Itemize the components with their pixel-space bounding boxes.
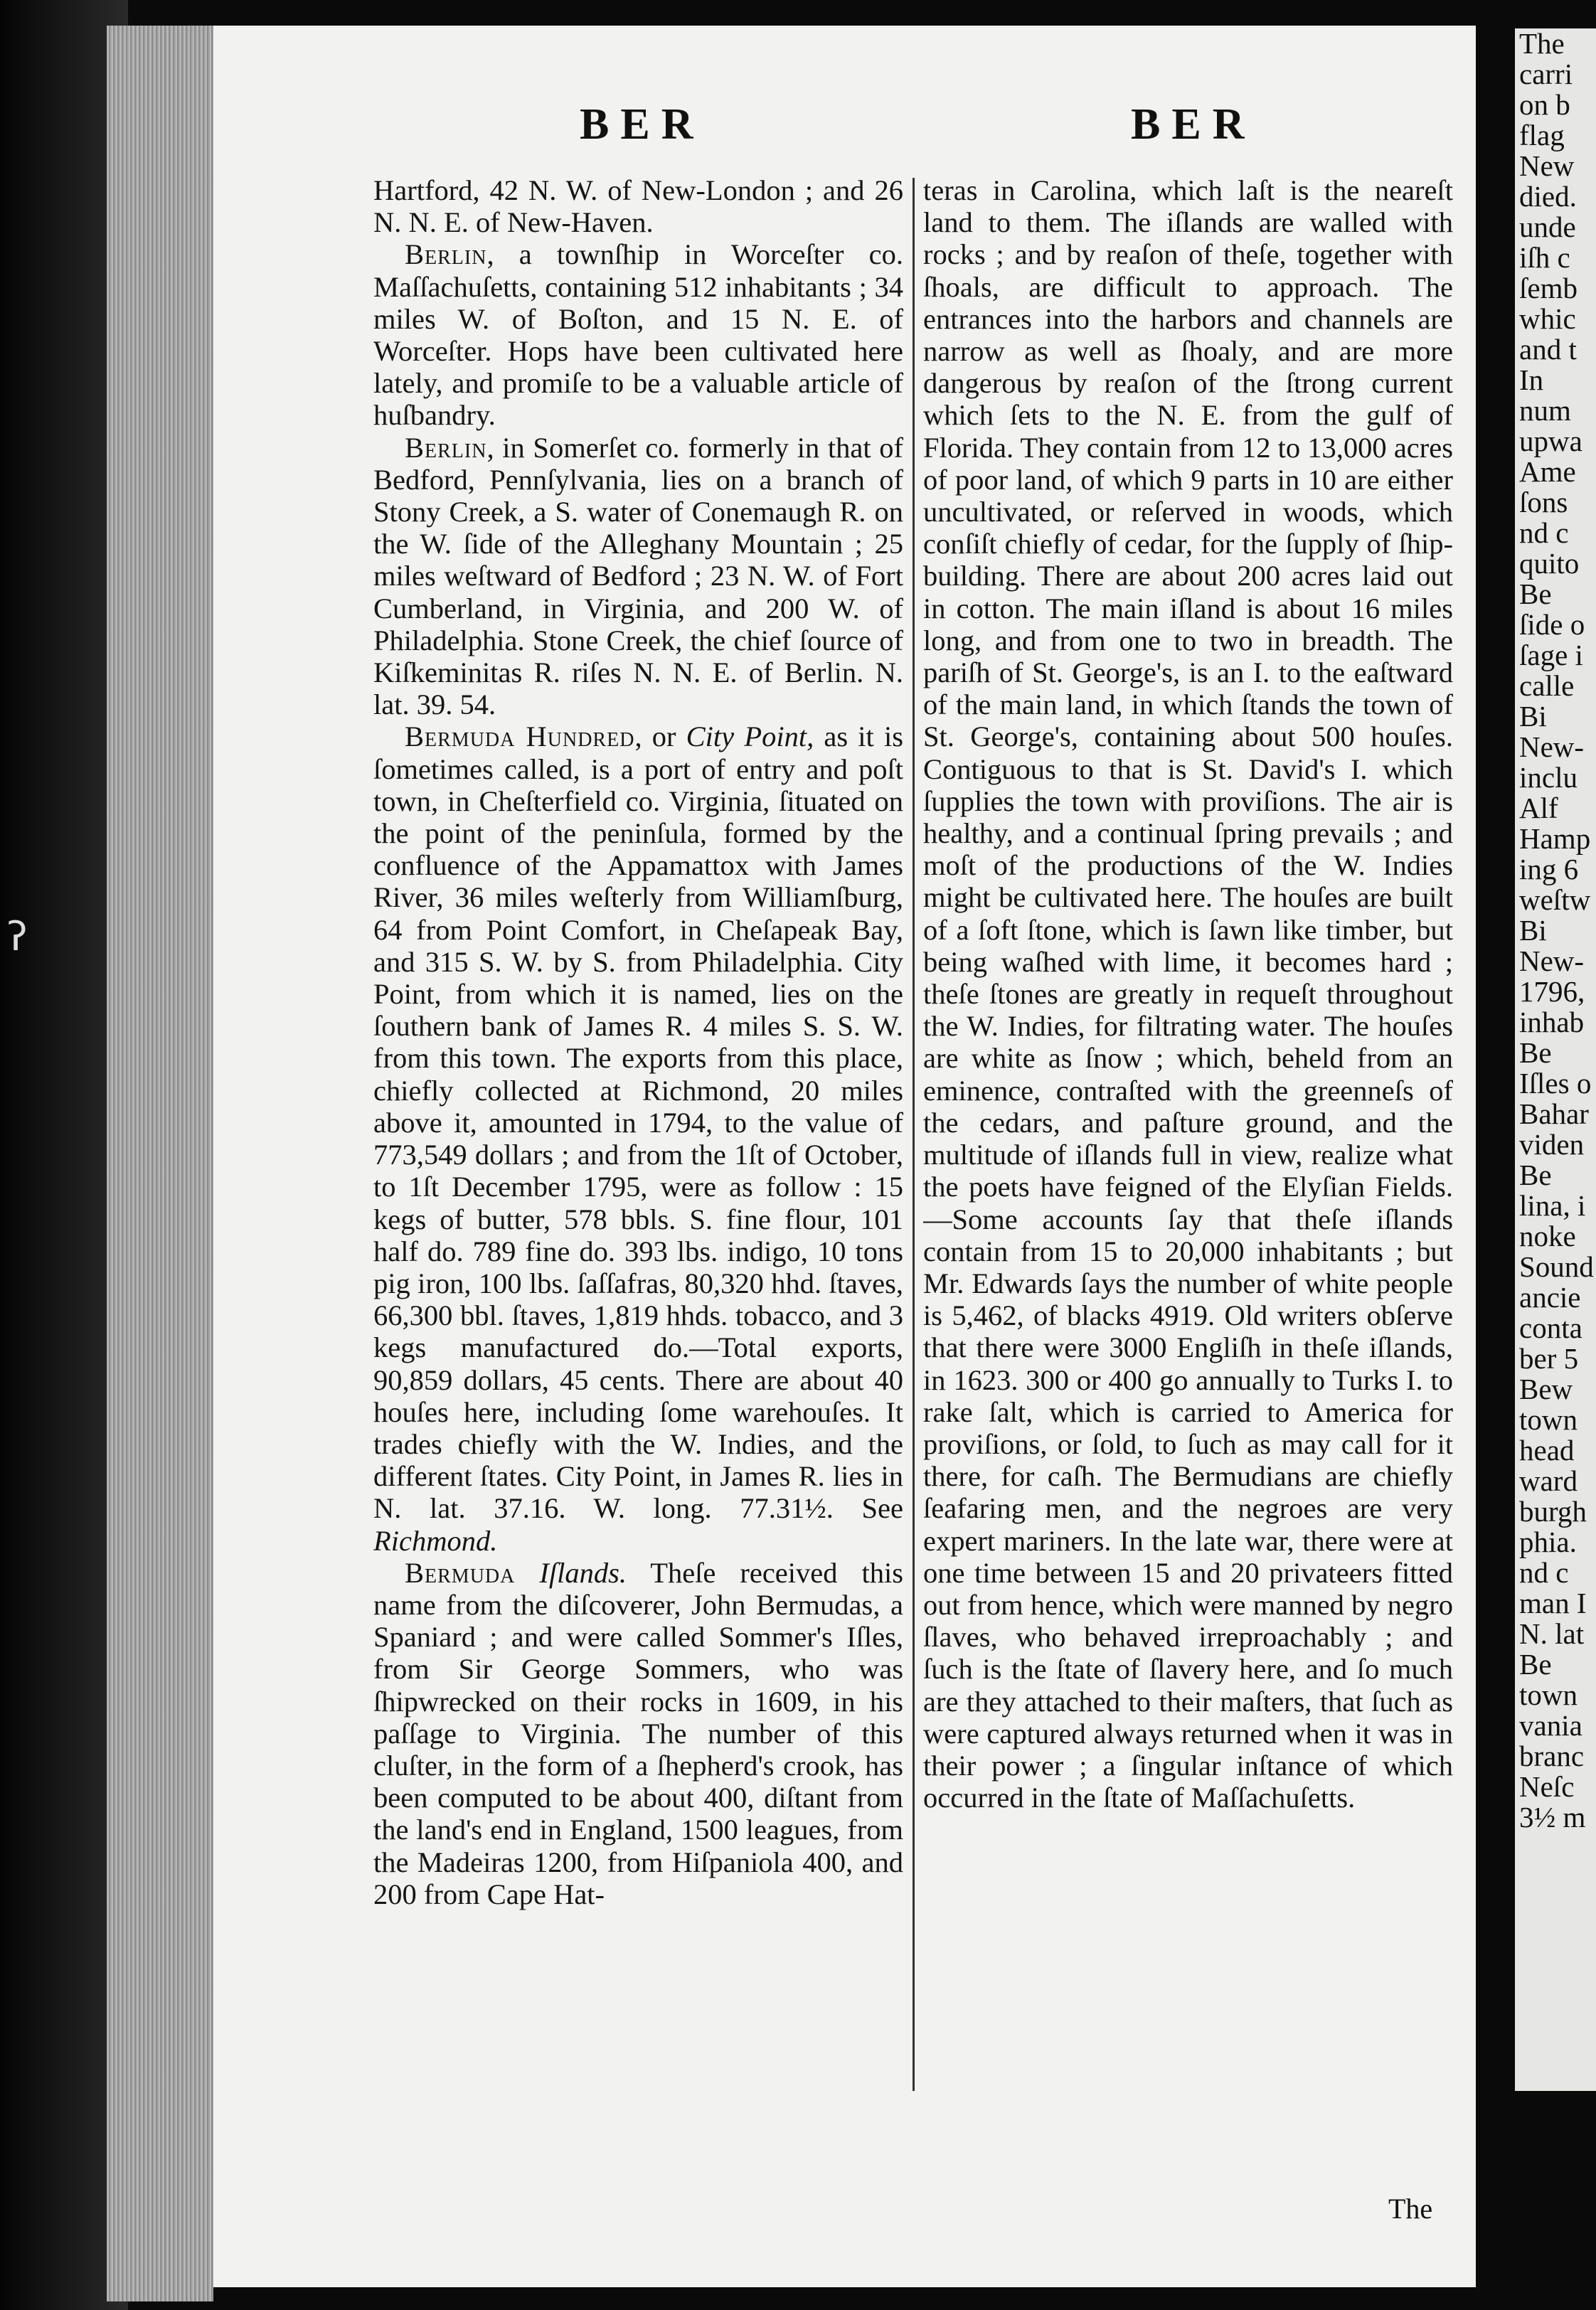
next-page-fragment: ing 6 [1519, 853, 1579, 885]
entry-fragment: Hartford, 42 N. W. of New-London ; and 26 N. N. E. of New-Haven. [373, 174, 903, 239]
entry-berlin-somerset [373, 432, 903, 721]
next-page-fragment: town [1519, 1403, 1578, 1436]
entry-text: , in Somerſet co. formerly in that of Bedford, Pennſylvania, lies on a branch of Stony Creek, a S. water of Conemaugh R. on the W. ſide of the Alleghany Mountain ; 25 miles weſtward of Bedford ; 23 N. W. of Fort Cumberland, in Virginia, and 200 W. of Philadelphia. Stone Creek, the chief ſource of Kiſkeminitas R. riſes N. N. E. of Berlin. N. lat. 39. 54. [373, 431, 903, 721]
next-page-fragment: conta [1519, 1311, 1582, 1344]
next-page-fragment: Iſles o [1519, 1067, 1592, 1100]
next-page-fragment: inclu [1519, 761, 1578, 794]
entry-italic: Richmond. [373, 1524, 498, 1557]
entry-text: , or [634, 720, 686, 753]
next-page-fragment: upwa [1519, 425, 1582, 457]
next-page-fragment: nd c [1519, 1556, 1569, 1589]
next-page-fragment: whic [1519, 302, 1576, 335]
running-head-left: BER [580, 100, 705, 149]
next-page-fragment: Be [1519, 578, 1552, 610]
next-page-fragment: branc [1519, 1740, 1585, 1772]
entry-berlin-worcester [373, 238, 903, 431]
next-page-fragment: ſage i [1519, 639, 1583, 671]
page-edges [107, 26, 213, 2301]
entry-text: , a townſhip in Worceſter co. Maſſachuſetts, containing 512 inhabitants ; 34 miles W. of Boſton, and 15 N. E. of Worceſter. Hops have been cultivated here lately, and promiſe to be a valuable article of huſbandry. [373, 238, 903, 432]
next-page-fragment: In [1519, 363, 1544, 396]
column-right-text: teras in Carolina, which laſt is the neareſt land to them. The iſlands are walled with rocks ; and by reaſon of theſe, together with ſhoals, are difficult to approach. The entrances into the harbors and channels are narrow as well as ſhoaly, and are more dangerous by reaſon of the ſtrong current which ſets to the N. E. from the gulf of Florida. They contain from 12 to 13,000 acres of poor land, of which 9 parts in 10 are either uncultivated, or reſerved in woods, which conſiſt chiefly of cedar, for the ſupply of ſhip-building. There are about 200 acres laid out in cotton. The main iſland is about 16 miles long, and from one to two in breadth. The pariſh of St. George's, is an I. to the eaſtward of the main land, in which ſtands the town of St. George's, containing about 500 houſes. Contiguous to that is St. David's I. which ſupplies the town with proviſions. The air is healthy, and a continual ſpring prevails ; and moſt of the productions of the W. Indies might be cultivated here. The houſes are built of a ſoft ſtone, which is ſawn like timber, but being waſhed with lime, it becomes hard ; theſe ſtones are greatly in requeſt throughout the W. Indies, for filtrating water. The houſes are white as ſnow ; which, beheld from an eminence, contraſted with the greenneſs of the cedars, and paſture ground, and the multitude of iſlands full in view, realize what the poets have feigned of the Elyſian Fields.—Some accounts ſay that theſe iſlands contain from 15 to 20,000 inhabitants ; but Mr. Edwards ſays the number of white people is 5,462, of blacks 4919. Old writers obſerve that there were 3000 Engliſh in theſe iſlands, in 1623. 300 or 400 go annually to Turks I. to rake ſalt, which is carried to America for proviſions, or ſold, to ſuch as may call for it there, for caſh. The Bermudians are chiefly ſeafaring men, and the negroes are very expert mariners. In the late war, there were at one time between 15 and 20 privateers fitted out from hence, which were manned by negro ſlaves, who behaved irreproachably ; and ſuch is the ſtate of ſlavery here, and ſo much are they attached to their maſters, that ſuch as were captured always returned when it was in their power ; a ſingular inſtance of which occurred in the ſtate of Maſſachuſetts. [923, 174, 1453, 1814]
next-page-fragment: Alf [1519, 792, 1558, 824]
next-page-fragment: flag [1519, 119, 1565, 151]
next-page-fragment: New [1519, 149, 1575, 182]
next-page-fragment: town [1519, 1678, 1578, 1711]
next-page-fragment: num [1519, 394, 1571, 427]
next-page-fragment: ſide o [1519, 608, 1585, 641]
entry-text: as it is ſometimes called, is a port of entry and poſt town, in Cheſterfield co. Virginia, ſituated on the point of the peninſula, formed by the confluence of the Appamattox with James River, 36 miles weſterly from Williamſburg, 64 from Point Comfort, in Cheſapeak Bay, and 315 S. W. by S. from Philadelphia. City Point, from which it is named, lies on the ſouthern bank of James R. 4 miles S. S. W. from this town. The exports from this place, chiefly collected at Richmond, 20 miles above it, amounted in 1794, to the value of 773,549 dollars ; and from the 1ſt of October, to 1ſt December 1795, were as follow : 15 kegs of butter, 578 bbls. S. fine flour, 101 half do. 789 fine do. 393 lbs. indigo, 10 tons pig iron, 100 lbs. ſaſſafras, 80,320 hhd. ſtaves, 66,300 bbl. ſtaves, 1,819 hhds. tobacco, and 3 kegs manufactured do.—Total exports, 90,859 dollars, 45 cents. There are about 40 houſes here, including ſome warehouſes. It trades chiefly with the W. Indies, and the different ſtates. City Point, in James R. lies in N. lat. 37.16. W. long. 77.31½. See [373, 720, 903, 1525]
entry-head: Berlin [405, 431, 487, 464]
entry-italic: Iſlands. [515, 1556, 627, 1589]
next-page-fragment: Ame [1519, 455, 1576, 488]
next-page-fragment: ber 5 [1519, 1342, 1579, 1375]
next-page-fragment: iſh c [1519, 241, 1570, 274]
next-page-fragment: Sound [1519, 1250, 1594, 1283]
next-page-fragment: head [1519, 1434, 1575, 1467]
next-page-edge [1515, 28, 1596, 2091]
next-page-fragment: The [1519, 28, 1565, 60]
next-page-fragment: Bahar [1519, 1097, 1589, 1130]
next-page-fragment: quito [1519, 547, 1580, 580]
next-page-fragment: died. [1519, 180, 1577, 213]
next-page-fragment: unde [1519, 211, 1576, 243]
next-page-fragment: lina, i [1519, 1189, 1586, 1222]
entry-text: Theſe received this name from the diſcoverer, John Bermudas, a Spaniard ; and were called Sommer's Iſles, from Sir George Sommers, who was ſhipwrecked on their rocks in 1609, in his paſſage to Virginia. The number of this cluſter, in the form of a ſhepherd's crook, has been computed to be about 400, diſtant from the land's end in England, 1500 leagues, from the Madeiras 1200, from Hiſpaniola 400, and 200 from Cape Hat- [373, 1556, 903, 1910]
next-page-fragment: Bi [1519, 914, 1547, 947]
next-page-fragment: man I [1519, 1587, 1587, 1619]
next-page-fragment: New- [1519, 944, 1585, 977]
next-page-fragment: noke [1519, 1220, 1576, 1252]
next-page-fragment: Bew [1519, 1373, 1573, 1405]
entry-italic: City Point, [686, 720, 814, 753]
entry-head: Bermuda Hundred [405, 720, 635, 753]
entry-bermuda-islands [373, 1557, 903, 1910]
next-page-fragment: ward [1519, 1464, 1578, 1497]
next-page-fragment: and t [1519, 333, 1577, 366]
next-page-fragment: Neſc [1519, 1770, 1575, 1803]
next-page-fragment: vania [1519, 1709, 1582, 1742]
next-page-fragment: inhab [1519, 1006, 1585, 1038]
next-page-fragment: ancie [1519, 1281, 1581, 1314]
column-rule [913, 178, 915, 2091]
next-page-fragment: ſemb [1519, 272, 1578, 304]
next-page-fragment: burgh [1519, 1495, 1587, 1528]
running-head-right: BER [1131, 100, 1256, 149]
column-left [373, 174, 903, 2173]
next-page-fragment: on b [1519, 88, 1570, 121]
next-page-fragment: N. lat [1519, 1617, 1585, 1650]
entry-head: Berlin [405, 238, 487, 271]
next-page-fragment: Hamp [1519, 822, 1591, 855]
column-right [923, 174, 1453, 2173]
next-page-fragment: viden [1519, 1128, 1585, 1161]
next-page-fragment: weſtw [1519, 883, 1591, 916]
next-page-fragment: 1796, [1519, 975, 1585, 1008]
next-page-fragment: ſons [1519, 486, 1568, 518]
next-page-fragment: Be [1519, 1036, 1552, 1069]
next-page-fragment: phia. [1519, 1526, 1577, 1558]
next-page-fragment: calle [1519, 669, 1575, 702]
next-page-fragment: nd c [1519, 516, 1569, 549]
entry-bermuda-hundred [373, 720, 903, 1556]
next-page-fragment: Be [1519, 1159, 1552, 1191]
next-page-fragment: carri [1519, 58, 1573, 90]
next-page-fragment: Bi [1519, 700, 1547, 733]
next-page-fragment: New- [1519, 730, 1585, 763]
catchword: The [1388, 2193, 1433, 2225]
next-page-fragment: 3½ m [1519, 1801, 1586, 1833]
entry-head: Bermuda [405, 1556, 516, 1589]
margin-mark: ʔ [7, 914, 28, 960]
next-page-fragment: Be [1519, 1648, 1552, 1681]
